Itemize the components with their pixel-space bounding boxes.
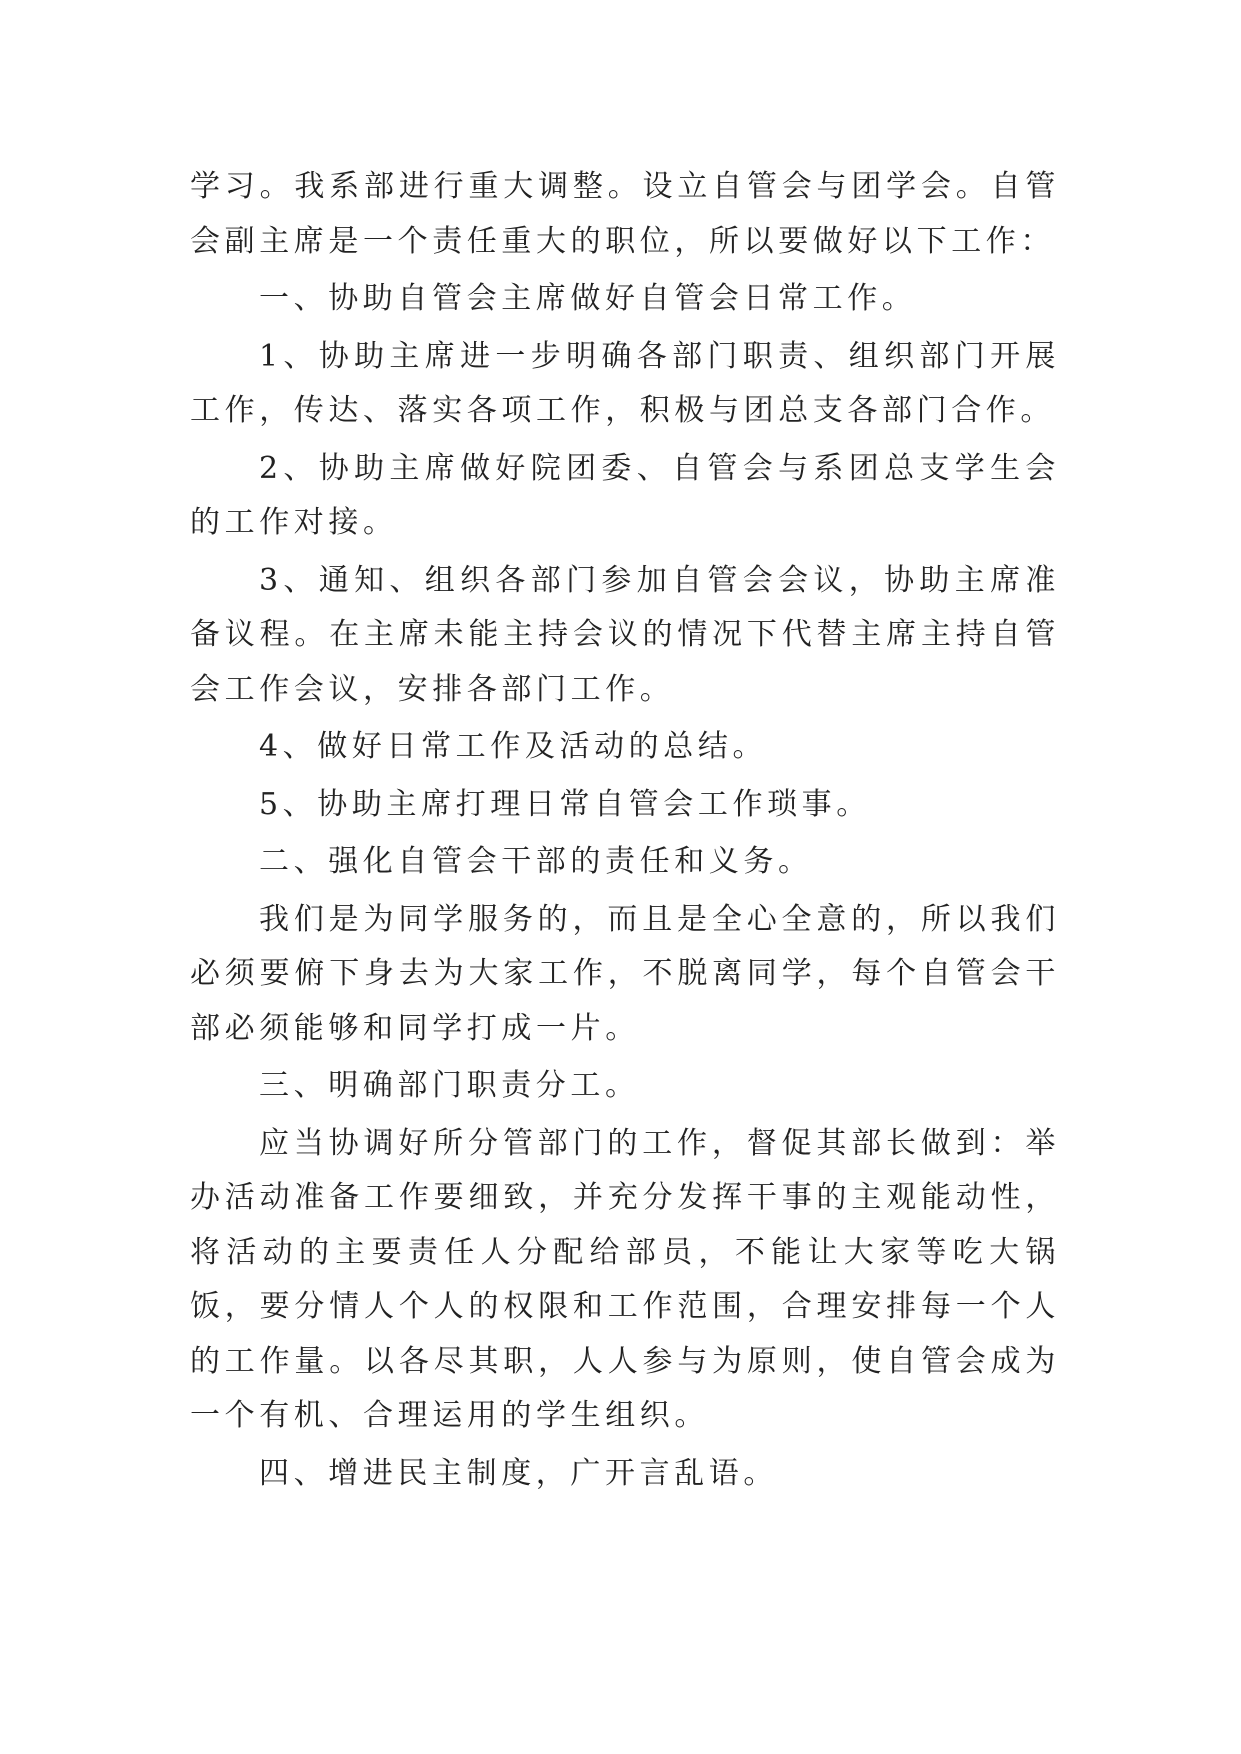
document-body bbox=[190, 160, 1060, 1501]
heading-section-4: 四、增进民主制度，广开言乱语。 bbox=[259, 1455, 778, 1491]
list-item-3: 3、通知、组织各部门参加自管会会议，协助主席准备议程。在主席未能主持会议的情况下代替主席主持自管会工作会议，安排各部门工作。 bbox=[190, 562, 1060, 707]
heading-section-3: 三、明确部门职责分工。 bbox=[259, 1068, 640, 1103]
paragraph-section-3: 应当协调好所分管部门的工作，督促其部长做到：举办活动准备工作要细致，并充分发挥干事的主观能动性，将活动的主要责任人分配给部员，不能让大家等吃大锅饭，要分情人个人的权限和工作范围，合理安排每一个人的工作量。以各尽其职，人人参与为原则，使自管会成为一个有机、合理运用的学生组织。 bbox=[190, 1125, 1060, 1433]
list-item-1: 1、协助主席进一步明确各部门职责、组织部门开展工作，传达、落实各项工作，积极与团总支各部门合作。 bbox=[190, 338, 1060, 428]
paragraph-intro: 学习。我系部进行重大调整。设立自管会与团学会。自管会副主席是一个责任重大的职位，所以要做好以下工作： bbox=[190, 169, 1060, 259]
paragraph-section-2: 我们是为同学服务的，而且是全心全意的，所以我们必须要俯下身去为大家工作，不脱离同学，每个自管会干部必须能够和同学打成一片。 bbox=[190, 901, 1060, 1046]
list-item-4: 4、做好日常工作及活动的总结。 bbox=[259, 729, 768, 764]
list-item-5: 5、协助主席打理日常自管会工作琐事。 bbox=[259, 786, 871, 822]
heading-section-1: 一、协助自管会主席做好自管会日常工作。 bbox=[259, 281, 917, 316]
heading-section-2: 二、强化自管会干部的责任和义务。 bbox=[259, 844, 813, 879]
list-item-2: 2、协助主席做好院团委、自管会与系团总支学生会的工作对接。 bbox=[190, 450, 1060, 540]
